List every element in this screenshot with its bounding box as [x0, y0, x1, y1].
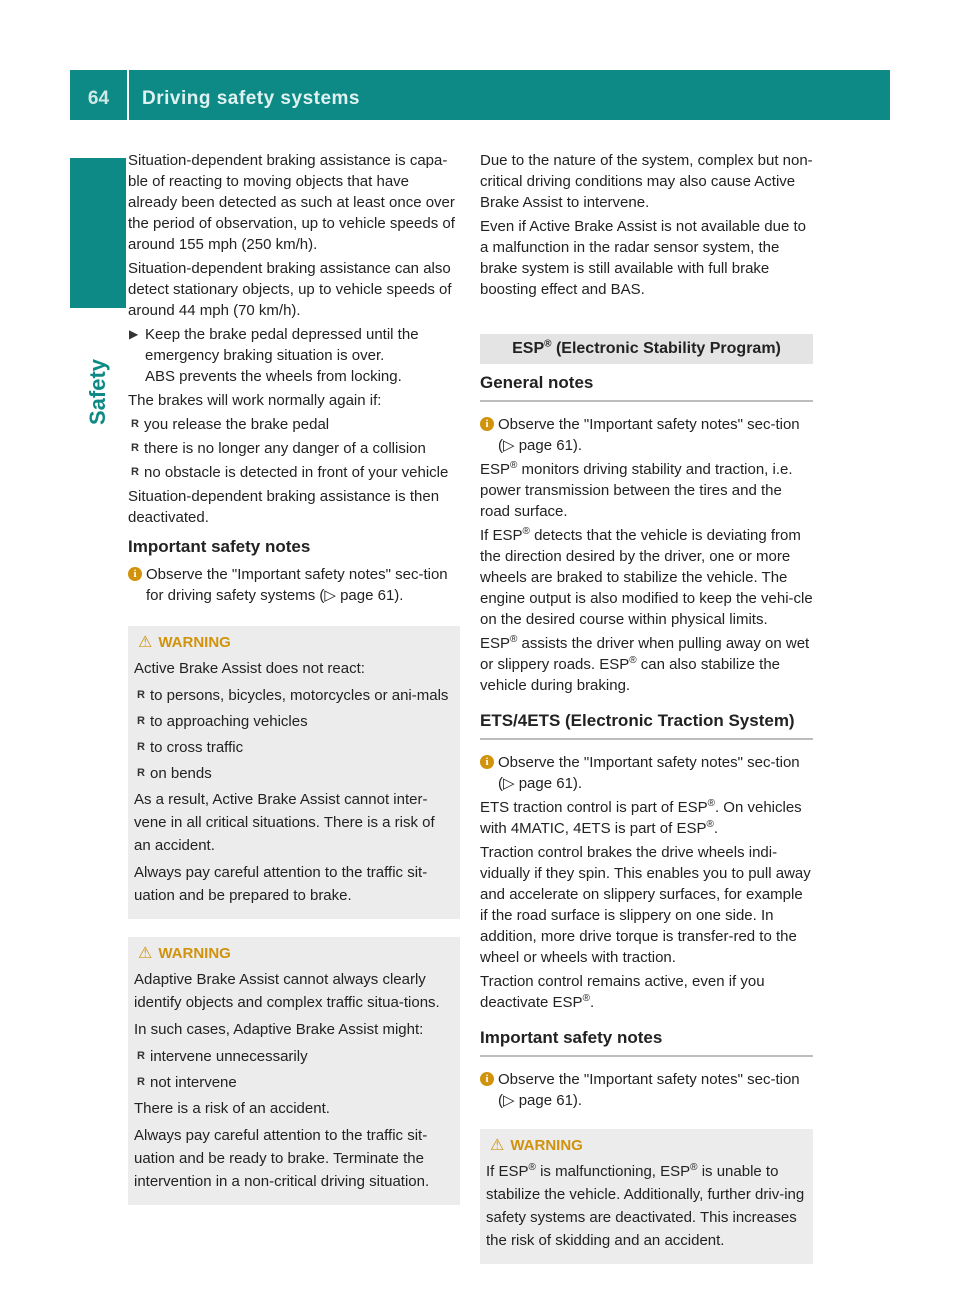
info-note	[128, 564, 460, 606]
play-arrow-icon: ▶	[129, 327, 139, 341]
warning-triangle-icon: ⚠	[490, 1137, 505, 1154]
paragraph: Situation-dependent braking assistance is then deactivated.	[128, 488, 440, 526]
warning-triangle-icon: ⚠	[138, 634, 153, 651]
right-column	[480, 150, 813, 1264]
warning-text: In such cases, Adaptive Brake Assist might:	[134, 1021, 424, 1038]
list-item: R intervene unnecessarily	[134, 1045, 454, 1068]
esp-section-heading: ESP® (Electronic Stability Program)	[480, 334, 813, 364]
warning-text: Adaptive Brake Assist cannot always clearly identify objects and complex traffic situa-tions.	[134, 971, 440, 1011]
warning-text: Always pay careful attention to the traffic sit-uation and be ready to brake. Terminate the intervention in a non-critical driving situation.	[134, 1127, 430, 1190]
paragraph: Situation-dependent braking assistance can also detect stationary objects, up to vehicle speeds of around 44 mph (70 km/h).	[128, 260, 452, 319]
info-text: Observe the "Important safety notes" sec-tion (▷ page 61).	[498, 1071, 800, 1109]
paragraph: Situation-dependent braking assistance is capa-ble of reacting to moving objects that have already been detected as such at least once over the period of observation, up to vehicle speeds of around 155 mph (250 km/h).	[128, 152, 455, 253]
info-text: Observe the "Important safety notes" sec-tion for driving safety systems (▷ page 61).	[146, 566, 448, 604]
list-item: R to approaching vehicles	[134, 710, 454, 733]
paragraph: The brakes will work normally again if:	[128, 392, 382, 409]
left-column	[128, 150, 460, 1205]
info-note	[480, 1069, 813, 1111]
info-note	[480, 752, 813, 794]
paragraph: If ESP® detects that the vehicle is deviating from the direction desired by the driver, one or more wheels are braked to stabilize the vehicle. The engine output is also modified to keep the vehi-cle on the desired course within physical limits.	[480, 526, 813, 628]
warning-box	[128, 937, 460, 1205]
list-item: R to persons, bicycles, motorcycles or ani-mals	[134, 684, 454, 707]
paragraph: Even if Active Brake Assist is not available due to a malfunction in the radar sensor system, the brake system is still available with full brake boosting effect and BAS.	[480, 218, 807, 298]
info-icon: i	[480, 417, 494, 431]
page-number: 64	[87, 88, 110, 109]
section-heading: General notes	[480, 372, 813, 402]
chapter-title: Driving safety systems	[142, 88, 360, 109]
list-item: R no obstacle is detected in front of your vehicle	[128, 462, 460, 483]
warning-title: ⚠ WARNING	[138, 945, 231, 962]
list-item: R there is no longer any danger of a collision	[128, 438, 460, 459]
warning-text: As a result, Active Brake Assist cannot inter-vene in all critical situations. There is a risk of an accident.	[134, 791, 435, 854]
info-icon: i	[480, 755, 494, 769]
warning-text: Active Brake Assist does not react:	[134, 660, 365, 677]
step-text: Keep the brake pedal depressed until the emergency braking situation is over.	[145, 326, 419, 364]
paragraph: ETS traction control is part of ESP®. On vehicles with 4MATIC, 4ETS is part of ESP®.	[480, 798, 802, 837]
list-item: R not intervene	[134, 1071, 454, 1094]
list-item: R to cross traffic	[134, 736, 454, 759]
paragraph: Traction control brakes the drive wheels indi-vidually if they spin. This enables you to pull away and accelerate on slippery surfaces, for example if the road surface is slippery on one side. In addition, more drive torque is transfer-red to the wheel or wheels with traction.	[480, 844, 811, 966]
section-heading: ETS/4ETS (Electronic Traction System)	[480, 710, 813, 740]
list-item: R on bends	[134, 762, 454, 785]
info-text: Observe the "Important safety notes" sec-tion (▷ page 61).	[498, 754, 800, 792]
side-tab	[70, 158, 126, 308]
warning-triangle-icon: ⚠	[138, 945, 153, 962]
section-heading: Important safety notes	[480, 1027, 813, 1057]
info-icon: i	[480, 1072, 494, 1086]
warning-box	[480, 1129, 813, 1264]
warning-box	[128, 626, 460, 919]
list-item: R you release the brake pedal	[128, 414, 460, 435]
info-text: Observe the "Important safety notes" sec-tion (▷ page 61).	[498, 416, 800, 454]
paragraph: ESP® assists the driver when pulling away on wet or slippery roads. ESP® can also stabilize the vehicle during braking.	[480, 634, 810, 694]
header-divider	[127, 70, 129, 120]
info-icon: i	[128, 567, 142, 581]
paragraph: ESP® monitors driving stability and traction, i.e. power transmission between the tires and the road surface.	[480, 460, 793, 520]
warning-text: If ESP® is malfunctioning, ESP® is unable to stabilize the vehicle. Additionally, further driv-ing safety systems are deactivated. This increases the risk of skidding and an accident.	[486, 1162, 805, 1249]
info-note	[480, 414, 813, 456]
warning-title: ⚠ WARNING	[490, 1137, 583, 1154]
warning-title: ⚠ WARNING	[138, 634, 231, 651]
side-section-label: Safety	[85, 358, 110, 426]
section-heading: Important safety notes	[128, 537, 311, 556]
paragraph: Traction control remains active, even if you deactivate ESP®.	[480, 973, 765, 1011]
paragraph: Due to the nature of the system, complex but non-critical driving conditions may also cause Active Brake Assist to intervene.	[480, 152, 813, 211]
instruction-step	[128, 324, 460, 387]
warning-text: There is a risk of an accident.	[134, 1100, 330, 1117]
step-result: ABS prevents the wheels from locking.	[145, 368, 402, 385]
warning-text: Always pay careful attention to the traffic sit-uation and be prepared to brake.	[134, 864, 428, 904]
